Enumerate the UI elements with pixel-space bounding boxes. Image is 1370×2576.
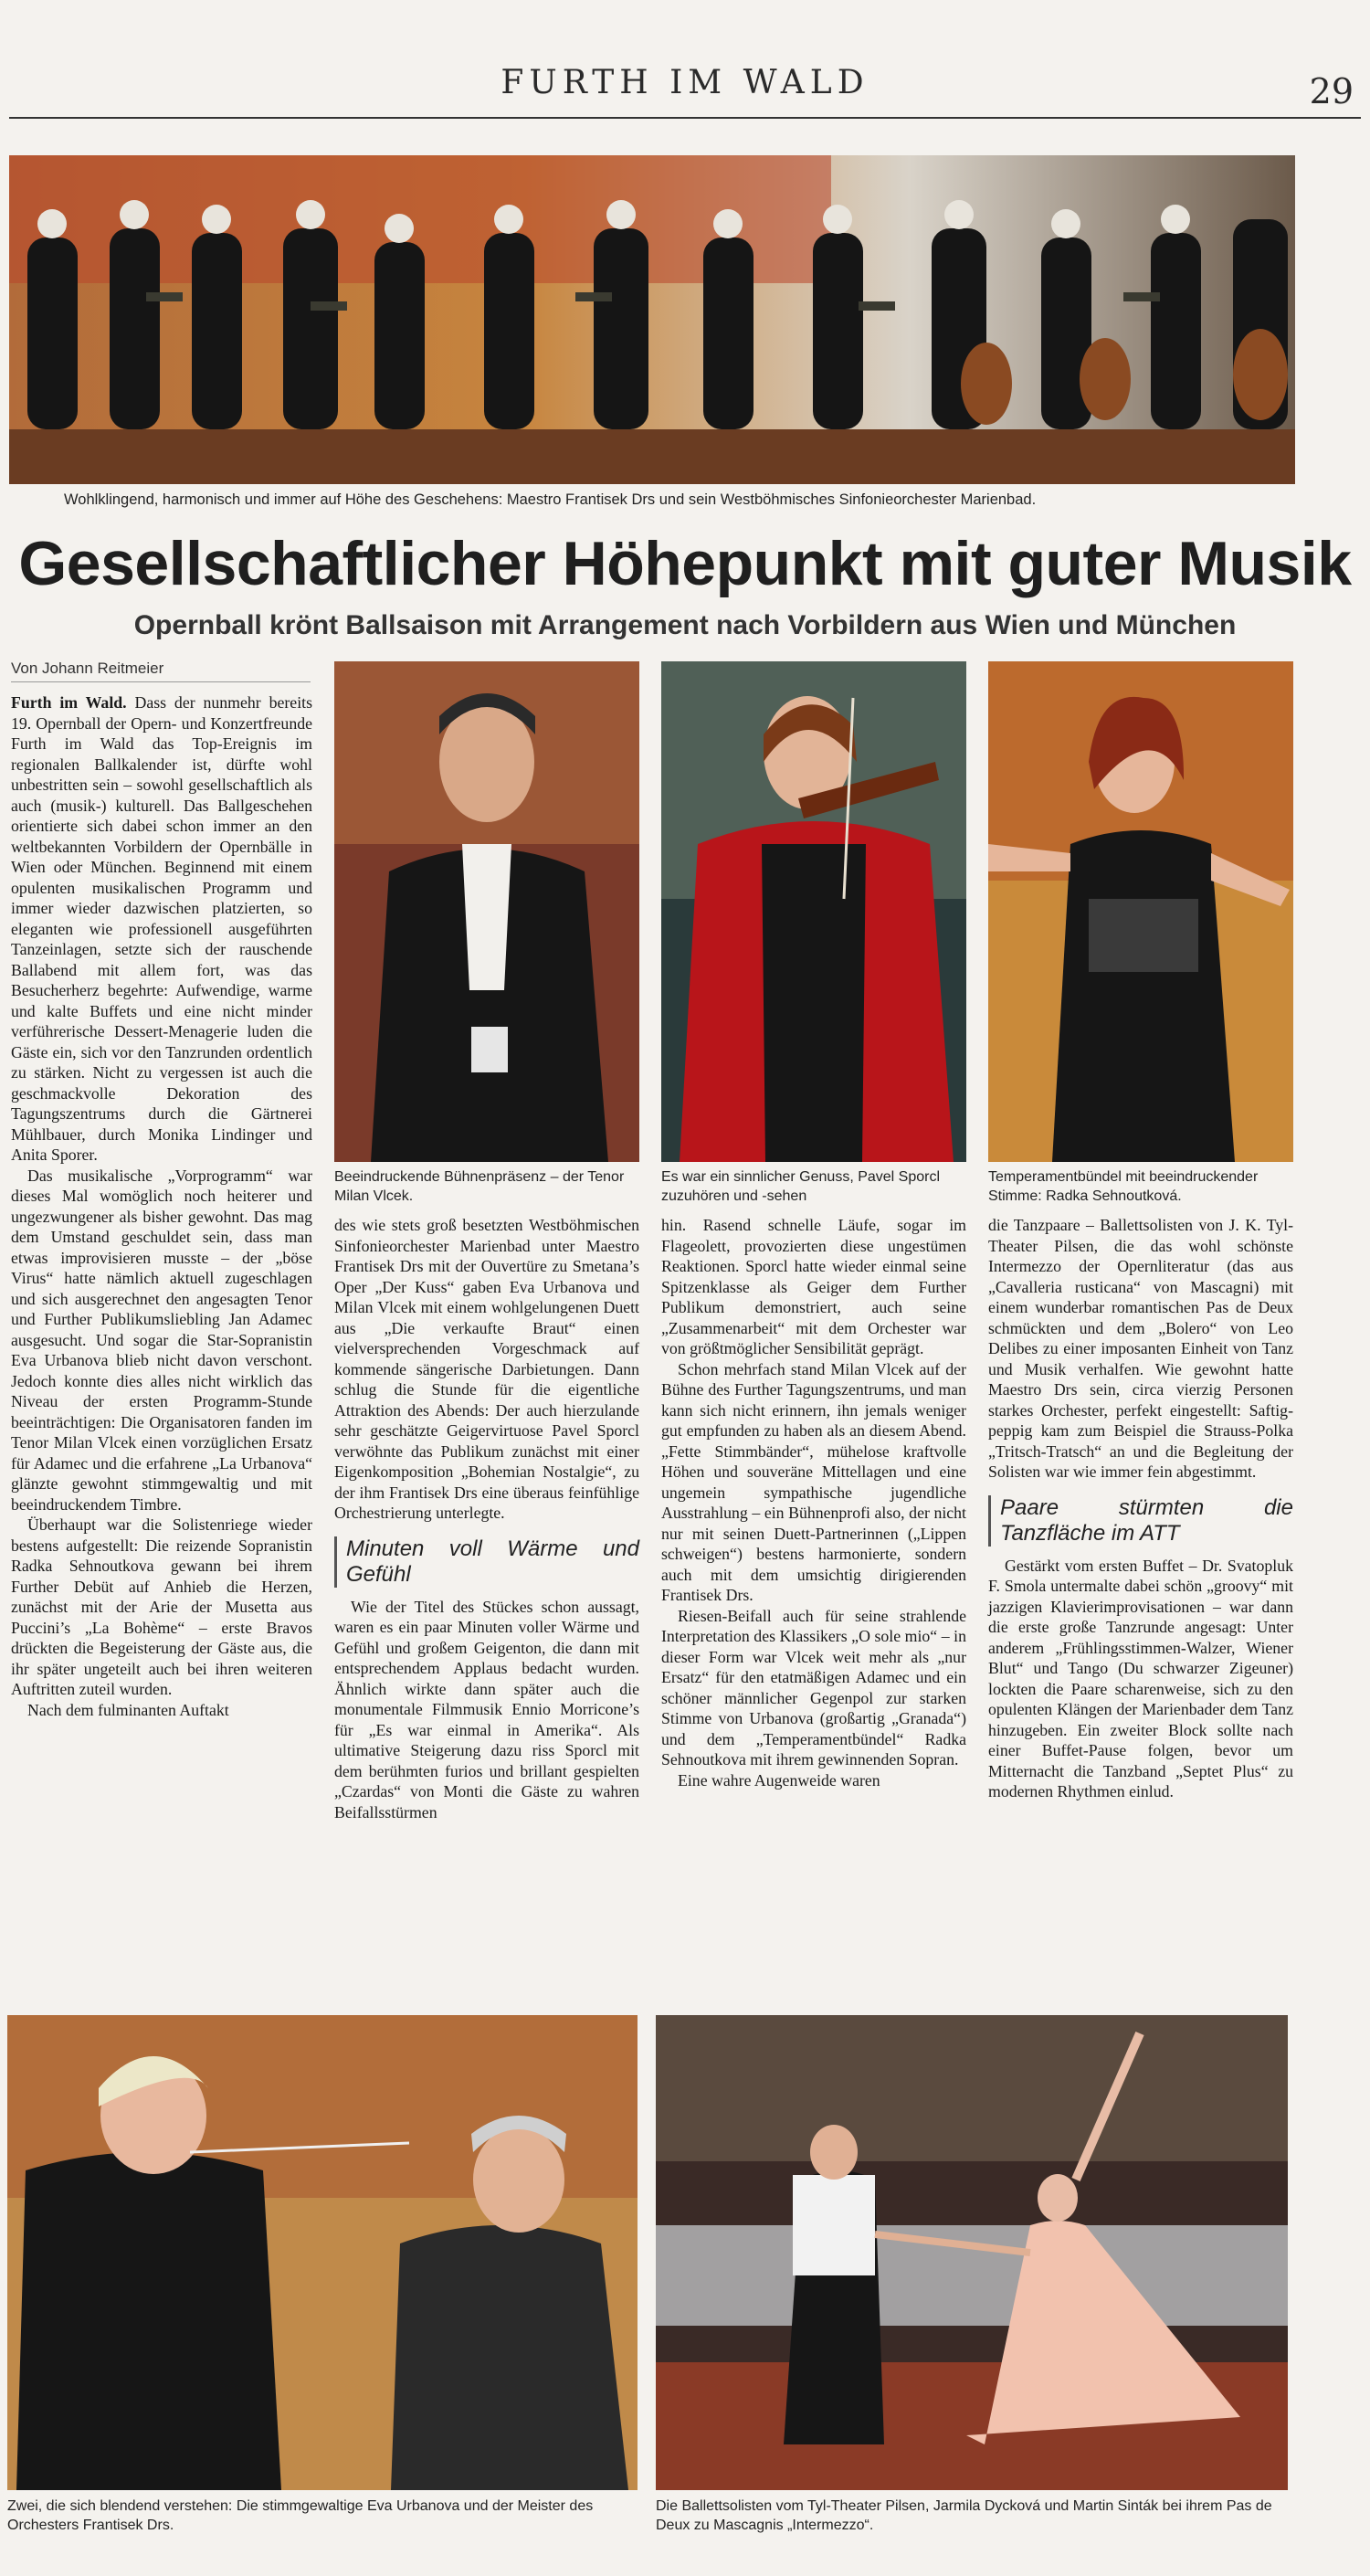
article-paragraph: Nach dem fulminanten Auftakt <box>27 1700 229 1719</box>
article-subtitle: Paare stürmten die Tanzfläche im ATT <box>988 1495 1293 1547</box>
article-paragraph: Das musikalische „Vorprogramm“ war dieses Mal womöglich noch heiterer und ungezwungener als bisher gewohnt. Das mag dem Umstand geschuldet sein, dass man etwas improvisieren musste – der „böse Virus“ hatte nämlich aktuell zugeschlagen und sich ausgerechnet den angesagten Tenor und Further Publikumsliebling Jan Adamec ausgesucht. Und sogar die Star-Sopranistin Eva Urbanova blieb nicht davon verschont. Jedoch konnte dies alles nicht wirklich das Niveau der ersten Programm-Stunde beeinträchtigen: Die Organisatoren fanden im Tenor Milan Vlcek einen vorzüglichen Ersatz für Adamec und die erfahrene „La Urbanova“ glänzte gewohnt stimmgewaltig und mit beeindruckendem Timbre. <box>11 1166 312 1514</box>
header-rule <box>9 117 1361 119</box>
byline: Von Johann Reitmeier <box>11 660 311 682</box>
article-subtitle: Minuten voll Wärme und Gefühl <box>334 1536 639 1588</box>
headline: Gesellschaftlicher Höhepunkt mit guter Musik <box>18 529 1352 598</box>
article-lead-paragraph <box>11 692 312 1166</box>
ballet-photo-caption: Die Ballettsolisten vom Tyl-Theater Pilsen, Jarmila Dycková und Martin Sinták bei ihrem Pas de Deux zu Mascagnis „Intermezzo“. <box>656 2498 1272 2533</box>
article-column-2 <box>334 1215 639 1822</box>
violinist-photo-image <box>661 661 966 1162</box>
soprano-photo-image <box>988 661 1293 1162</box>
soprano-photo <box>988 661 1293 1162</box>
orchestra-photo <box>9 155 1295 484</box>
article-paragraph: Überhaupt war die Solistenriege wieder bestens aufgestellt: Die reizende Sopranistin Radka Sehnoutkova gewann bei ihrem Further Debüt auf Anhieb die Herzen, zunächst mit der Arie der Musetta aus Puccini’s „La Bohème“ – erste Bravos drückten die Begeisterung der Gäste aus, die ihr später ungeteilt auch bei ihren weiteren Auftritten zuteil wurden. <box>11 1515 312 1698</box>
orchestra-photo-image <box>9 155 1295 484</box>
urbanova-drs-photo-caption: Zwei, die sich blendend verstehen: Die stimmgewaltige Eva Urbanova und der Meister des Orchesters Frantisek Drs. <box>7 2498 594 2533</box>
soprano-photo-caption: Temperamentbündel mit beeindruckender Stimme: Radka Sehnoutková. <box>988 1169 1259 1204</box>
page-number: 29 <box>1309 71 1354 111</box>
article-paragraph: Wie der Titel des Stückes schon aussagt, waren es ein paar Minuten voller Wärme und Gefühl und großem Geigenton, die dann mit entsprechendem Applaus bedacht wurden. Ähnlich wirkte dann später auch die monumentale Filmmusik Ennio Morricone’s für „Es war einmal in Amerika“. Als ultimative Steigerung dazu riss Sporcl mit dem berühmten furios und brillant gespielten „Czardas“ von Monti die Gäste zu wahren Beifallsstürmen <box>334 1597 639 1821</box>
tenor-photo-image <box>334 661 639 1162</box>
orchestra-photo-caption: Wohlklingend, harmonisch und immer auf Höhe des Geschehens: Maestro Frantisek Drs und sein Westböhmisches Sinfonieorchester Marienbad. <box>64 491 1037 508</box>
tenor-photo <box>334 661 639 1162</box>
article-paragraph: hin. Rasend schnelle Läufe, sogar im Flageolett, provozierten diese ungestümen Reaktionen. Sporcl hatte wieder einmal seine Spitzenklasse als Geiger dem Further Publikum demonstriert, auch seine „Zusammenarbeit“ mit dem Orchester war von größtmöglicher Sensibilität geprägt. <box>661 1216 966 1357</box>
tenor-photo-caption: Beeindruckende Bühnenpräsenz – der Tenor Milan Vlcek. <box>334 1169 625 1204</box>
ballet-photo <box>656 2015 1288 2490</box>
article-paragraph: Schon mehrfach stand Milan Vlcek auf der Bühne des Further Tagungszentrums, und man kann sich nicht erinnern, ihn jemals weniger gut empfunden zu haben als an diesem Abend. „Fette Stimmbänder“, mühelose kraftvolle Höhen und souveräne Mittellagen und eine ungemein sympathische jugendliche Ausstrahlung – ein Bühnenprofi also, der nicht nur mit seinen Duett-Partnerinnen („Lippen schweigen“) bestens harmonierte, sondern auch mit dem umsichtig dirigierenden Frantisek Drs. <box>661 1359 966 1604</box>
article-paragraph: des wie stets groß besetzten Westböhmischen Sinfonieorchester Marienbad unter Maestro Frantisek Drs mit der Ouvertüre zu Smetana’s Oper „Der Kuss“ gaben Eva Urbanova und Milan Vlcek mit einem wohlgelungenen Duett aus „Die verkaufte Braut“ einen vielversprechenden Vorgeschmack auf kommende sängerische Darbietungen. Dann schlug die Stunde für die eigentliche Attraktion des Abends: Der auch hierzulande sehr geschätzte Geigervirtuose Pavel Sporcl verwöhnte das Publikum zunächst mit einer Eigenkomposition „Bohemian Nostalgie“, zu der ihm Frantisek Drs eine überaus feinfühlige Orchestrierung unterlegte. <box>334 1216 639 1522</box>
dateline: Furth im Wald. <box>11 693 127 712</box>
ballet-photo-image <box>656 2015 1288 2490</box>
article-column-3 <box>661 1215 966 1790</box>
section-title: FURTH IM WALD <box>501 64 869 101</box>
article-paragraph: Riesen-Beifall auch für seine strahlende Interpretation des Klassikers „O sole mio“ – in dieser Form war Vlcek weit mehr als „nur Ersatz“ für den etatmäßigen Adamec und ein schöner männlicher Gegenpol zur starken Stimme von Urbanova (großartig „Granada“) und dem „Temperamentbündel“ Radka Sehnoutkova mit ihrem gewinnenden Sopran. <box>661 1606 966 1768</box>
urbanova-drs-photo <box>7 2015 638 2490</box>
article-column-1 <box>11 692 312 1720</box>
article-paragraph: die Tanzpaare – Ballettsolisten von J. K. Tyl-Theater Pilsen, die das wohl schönste Intermezzo der Opernliteratur (das aus „Cavalleria rusticana“ von Mascagni) mit einem wunderbar romantischen Pas de Deux schmückten und dem „Bolero“ von Leo Delibes zu einer imposanten Einheit von Tanz und Musik verhalfen. Wie gewohnt hatte Maestro Drs sein, circa vierzig Personen starkes Orchester, perfekt eingestellt: Saftig-peppig kam zum Beispiel die Strauss-Polka „Tritsch-Tratsch“ an und die Begleitung der Solisten war wie immer fein abgestimmt. <box>988 1216 1293 1481</box>
urbanova-drs-photo-image <box>7 2015 638 2490</box>
article-paragraph: Gestärkt vom ersten Buffet – Dr. Svatopluk F. Smola untermalte dabei schön „groovy“ mit jazzigen Klavierimprovisationen – war dann die erste große Tanzrunde angesagt: Unter anderem „Frühlingsstimmen-Walzer, Wiener Blut“ und Tango (Du schwarzer Zigeuner) lockten die Paare scharenweise, sich zu den opulenten Klängen der Marienbader dem Tanz hinzugeben. Ein zweiter Block sollte nach einer Buffet-Pause folgen, bevor um Mitternacht die Tanzband „Septet Plus“ zu modernen Rhythmen einlud. <box>988 1556 1293 1800</box>
article-paragraph: Dass der nunmehr bereits 19. Opernball der Opern- und Konzertfreunde Furth im Wald das Top-Ereignis im regionalen Ballkalender ist, dürfte wohl unbestritten sein – sowohl gesellschaftlich als auch (musik-) kulturell. Das Ballgeschehen orientierte sich dabei schon immer an den weltbekannten Vorbildern der Opernbälle in Wien oder München. Beginnend mit einem opulenten musikalischen Programm und immer wieder dazwischen platzierten, so eleganten wie professionell ausgeführten Tanzeinlagen, setzte sich der rauschende Ballabend mit allem fort, was das Besucherherz begehrte: Aufwendige, warme und kalte Buffets und eine nicht minder verführerische Dessert-Menagerie luden die Gäste ein, sich vor den Tanzrunden ordentlich zu stärken. Nicht zu vergessen ist auch die geschmackvolle Dekoration des Tagungszentrums durch die Gärtnerei Mühlbauer, durch Monika Lindinger und Anita Sporer. <box>11 693 312 1164</box>
article-column-4 <box>988 1215 1293 1802</box>
violinist-photo-caption: Es war ein sinnlicher Genuss, Pavel Sporcl zuzuhören und -sehen <box>661 1169 941 1204</box>
violinist-photo <box>661 661 966 1162</box>
subheadline: Opernball krönt Ballsaison mit Arrangement nach Vorbildern aus Wien und München <box>133 610 1237 640</box>
article-paragraph: Eine wahre Augenweide waren <box>678 1770 880 1789</box>
